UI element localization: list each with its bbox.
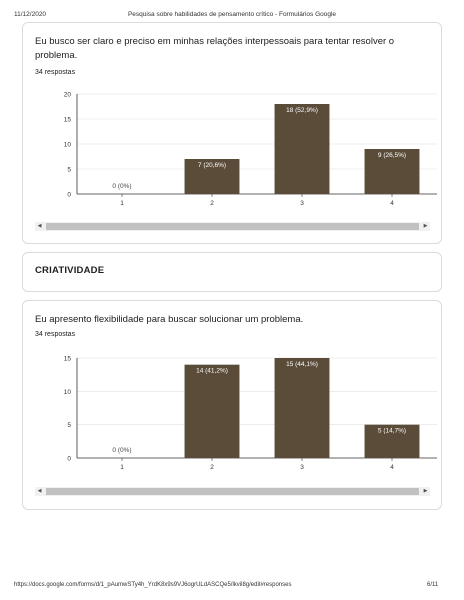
bar-chart	[23, 23, 443, 208]
question-title: Eu busco ser claro e preciso em minhas relações interpessoais para tentar resolver o problema.	[35, 36, 395, 61]
x-tick-label: 3	[300, 464, 304, 471]
x-tick-label: 3	[300, 200, 304, 207]
section-header-card	[22, 252, 442, 292]
x-tick-label: 1	[120, 464, 124, 471]
horizontal-scrollbar[interactable]	[35, 222, 430, 231]
response-count: 34 respostas	[35, 69, 76, 76]
question-card-1	[22, 22, 442, 244]
page-number: 6/11	[427, 582, 439, 588]
scroll-left-icon[interactable]: ◀	[37, 223, 42, 229]
y-tick-label: 10	[63, 141, 71, 149]
footer-url: https://docs.google.com/forms/d/1_pAumwSTy4h_YrdK8x9s9VJ6ogrULdASCQe5/lkvil8g/edit#responses	[14, 582, 292, 588]
data-label: 0 (0%)	[112, 447, 132, 454]
y-tick-label: 5	[67, 166, 71, 174]
scrollbar-thumb[interactable]	[46, 223, 419, 230]
data-label: 5 (14,7%)	[377, 427, 407, 435]
bar	[185, 365, 240, 458]
y-tick-label: 5	[67, 422, 71, 430]
y-tick-label: 0	[67, 455, 71, 463]
section-title: CRIATIVIDADE	[35, 265, 105, 276]
y-tick-label: 0	[67, 191, 71, 199]
y-tick-label: 15	[63, 116, 71, 124]
bar	[275, 358, 330, 458]
data-label: 0 (0%)	[112, 183, 132, 190]
data-label: 18 (52,9%)	[286, 107, 318, 114]
x-tick-label: 2	[210, 200, 214, 207]
bar-chart	[23, 301, 443, 471]
response-count: 34 respostas	[35, 331, 76, 338]
question-card-2	[22, 300, 442, 510]
x-tick-label: 2	[210, 464, 214, 471]
data-label: 15 (44,1%)	[286, 361, 318, 368]
data-label: 7 (20,6%)	[197, 162, 227, 169]
horizontal-scrollbar[interactable]	[35, 487, 430, 496]
x-tick-label: 4	[390, 464, 394, 471]
bar	[275, 104, 330, 194]
data-label: 9 (26,5%)	[377, 152, 407, 159]
y-tick-label: 20	[63, 91, 71, 99]
data-label: 14 (41,2%)	[196, 367, 228, 375]
y-tick-label: 15	[63, 355, 71, 363]
print-title: Pesquisa sobre habilidades de pensamento crítico - Formulários Google	[127, 11, 337, 18]
scroll-left-icon[interactable]: ◀	[37, 488, 42, 494]
scroll-right-icon[interactable]: ▶	[423, 488, 428, 494]
x-tick-label: 1	[120, 200, 124, 207]
y-tick-label: 10	[63, 388, 71, 396]
question-title: Eu apresento flexibilidade para buscar solucionar um problema.	[35, 314, 304, 325]
x-tick-label: 4	[390, 200, 394, 207]
scrollbar-thumb[interactable]	[46, 488, 419, 495]
scroll-right-icon[interactable]: ▶	[423, 223, 428, 229]
print-date: 11/12/2020	[14, 11, 47, 18]
